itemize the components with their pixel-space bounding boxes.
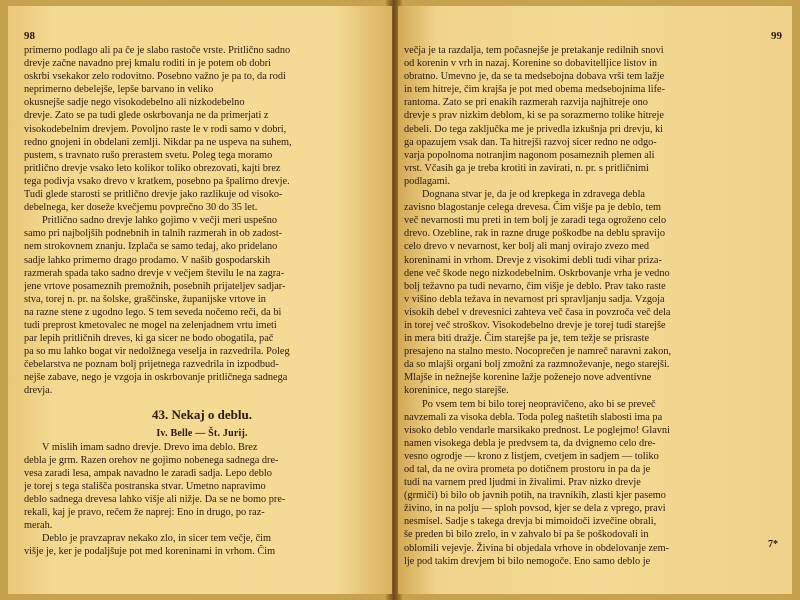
text-line: koreninami in vrhom. Drevje z visokimi debli tudi vihar priza- [404,254,662,266]
text-line: debeli. Do tega zaključka me je privedla izkušnja pri drevju, ki [404,123,664,135]
left-page [8,6,392,594]
text-line: Mlajše in nežnejše koreninе lažje poženejo nove adventivne [404,372,652,384]
text-line: navzemali za visoka debla. Toda poleg naštetih slabosti ima pa [404,411,663,423]
paragraph [404,398,784,568]
paragraph [24,532,380,558]
text-line: koreninice, nego starejše. [404,385,509,397]
text-line: oskrbi vsekakor zelo rodovitno. Posebno važno je pa to, da rodi [24,71,286,83]
paragraph [404,188,784,398]
text-line: pa so mu lahko bogat vir nedolžnega veselja in razvedrila. Poleg [24,346,290,358]
text-line: debla je grm. Razen orehov ne gojimo nobenega sadnega dre- [24,454,279,466]
text-line: Dognana stvar je, da je od krepkega in zdravega debla [422,189,646,201]
text-line: tudi na varnem pred ljudmi in živalimi. Prav nizko drevje [404,477,641,489]
text-line: varja popolnoma notranjim nagonom posameznih plemen ali [404,149,655,161]
paragraph [24,44,380,214]
text-line: lje pod takim drevjem bi bilo nemogoče. Eno samo deblo je [404,555,651,567]
text-line: več nevarnosti mu preti in tem bolj je zaradi tega ogroženo celo [404,215,667,227]
text-line: drevje s prav nizkim deblom, ki se pa sorazmerno tolike hitreje [404,110,664,122]
text-line: visokih debel v drevesnici zahteva več časa in povzroča več dela [404,306,671,318]
text-line: redno gnojeni in obdelani zemlji. Nikdar pa ne uspeva na suhem, [24,136,292,148]
left-page-text [24,44,380,558]
text-line: še preden bi bilo zrelo, in v zahvalo bi pa še poškodovali in [404,529,649,541]
text-line: neprimerno debelejše, lepše barvano in veliko [24,84,214,96]
text-line: rantoma. Zato se pri enakih razmerah razvija najhitreje ono [404,97,648,109]
text-line: tudi preprost kmetovalec ne mogel na zelenjadnem vrtu imeti [24,319,277,331]
text-line: pritlično drevje vsako leto kolikor toliko obrezovati, kajti brez [24,162,281,174]
paragraph [24,441,380,533]
text-line: nem strokovnem znanju. Izplača se samo tedaj, ako pridelano [24,241,278,253]
text-line: bolj težavno pa tudi nevarno, čim višje je deblo. Prav tako raste [404,280,666,292]
text-line: jene vrtove posameznih premožnih, posebnih prijateljev sadjar- [24,280,286,292]
text-line: deblo sadnega drevesa lahko višje ali nižje. Da se ne bomo pre- [24,493,286,505]
text-line: večja je ta razdalja, tem počasnejše je pretakanje redilnih snovi [404,45,664,56]
text-line: primerno podlago ali pa če je slabo rastoče vrste. Pritlično sadno [24,45,291,56]
right-page-text [404,44,784,568]
text-line: in tem hitreje, čim krajša je pot med obema medsebojnima life- [404,84,666,96]
text-line: podlagami. [404,175,451,187]
text-line: na razne stene z ugodno lego. S tem seveda nočemo reči, da bi [24,306,282,318]
text-line: ga opazujem vsak dan. Ta hitrejši razvoj sicer redno ne odgo- [404,136,657,148]
text-line: V mislih imam sadno drevje. Drevo ima deblo. Brez [42,441,258,453]
text-line: presajeno na stalno mesto. Nocoprečen je namreč naravni zakon, [404,346,672,358]
text-line: visoko deblo vendarle marsikako prednost. Le poglejmo! Glavni [404,424,670,436]
text-line: Deblo je pravzaprav nekako zlo, in sicer tem večje, čim [42,533,272,545]
text-line: je torej s tega stališča postranska stvar. Umetno napravimo [24,480,266,492]
page-number-right: 99 [771,30,782,42]
text-line: drevja. [24,385,53,397]
section-byline: Iv. Belle — Št. Jurij. [156,427,248,439]
text-line: stva, torej n. pr. na šolske, graščinske, županijske vrtove in [24,293,266,305]
text-line: drevo. Ozebline, rak in razne druge poškodbe na deblu spravijo [404,228,666,240]
text-line: par lepih pritličnih dreves, ki ga sicer ne bodo obogatila, pač [24,333,274,345]
text-line: rekali, kaj je pravo, rečem že naprej: Eno in drugo, po raz- [24,507,265,518]
text-line: drevje začne navadno prej kmalu roditi in je potem ob dobri [24,58,272,70]
text-line: visokodebelnim drevjem. Povoljno raste le v rodi samo v dobri, [24,123,287,135]
text-line: v višino debla težava in nevarnost pri spravljanju sadja. Vzgoja [404,293,665,305]
text-line: razmerah spada tako sadno drevje v večjem številu le na zagra- [24,267,285,279]
text-line: samo pri najboljših podnebnih in talnih razmerah in ob zadost- [24,228,283,240]
text-line: (grmiči) bi bilo ob javnih potih, na travnikih, zlasti kjer pasemo [404,490,666,502]
text-line: celo drevo v nevarnost, ker bolj ali manj ovirajo zvezo med [404,241,650,253]
text-line: drevje. Zato se pa tudi glede oskrbovanja ne da primerjati z [24,110,269,122]
text-line: merah. [24,520,53,532]
text-line: okusnejše sadje nego visokodebelno ali nizkodebelno [24,97,245,109]
text-line: sadje lahko primerno drago prodamo. V našib gospodarskih [24,254,271,266]
text-line: Tudi glede starosti se pritlično drevje jako razlikuje od visoko- [24,189,283,201]
text-line: tega podivja vsako drevo v kratkem, posebno pa špalirno drevje. [24,175,290,187]
text-line: živino, in na polju — sploh povsod, kjer se dela z vprego, pravi [404,503,666,515]
text-line: nesmisel. Sadje s takega drevja bi mimoidoči izvečine obrali, [404,516,657,528]
text-line: od tal, da ne ovira prometa po dotičnem prostoru in pa da je [404,464,651,475]
section-title: 43. Nekaj o deblu. [151,406,253,422]
text-line: nejše zabave, nego je vzgoja in oskrbovanje pritličnega sadnega [24,372,288,384]
text-line: oblomili vejevje. Živina bi objedala vrhove in obdelovanje zem- [404,542,670,554]
page-number-left: 98 [24,30,35,42]
signature-mark: 7* [768,539,778,550]
text-line: Pritlično sadno drevje lahko gojimo v večji meri uspešno [42,215,278,227]
text-line: zavisno blagostanje celega drevesa. Čim višje pa je deblo, tem [404,202,662,214]
paragraph [24,214,380,397]
text-line: namen visokega debla je predvsem ta, da dvignemo celo dre- [404,437,656,449]
text-line: pustem, s travnato rušo prerastem svetu. Poleg tega moramo [24,149,273,161]
text-line: višje je, ker je podaljšuje pot med koreninami in vrhom. Čim [24,546,276,558]
text-line: in mera biti dražje. Čim starejše pa je, tem težje se prisraste [404,333,650,345]
text-line: dene več škode nego nizkodebelnim. Oskrbovanje vrha je vedno [404,267,670,279]
text-line: debelnega, ker doseže kvečjemu povprečno 30 do 35 let. [24,202,258,214]
right-page [398,6,792,594]
text-line: da so mlajši organi bolj zmožni za razmnoževanje, nego starejši. [404,359,670,371]
text-line: vesa zaradi lesa, ampak navadno le zaradi sadja. Lepo deblo [24,467,272,479]
text-line: od korenin v vrh in nazaj. Korenine so dobavitelljice listov in [404,58,658,70]
text-line: čebelarstva ne poznam bolj prijetnega razvedrila in izpodbud- [24,359,279,371]
text-line: vrst. Včasih ga je treba krotiti in zavirati, n. pr. s pritličnimi [404,162,649,174]
text-line: vesno ogrodje — krono z listjem, cvetjem in sadjem — toliko [404,450,659,462]
paragraph [404,44,784,188]
text-line: in torej več stroškov. Visokodebelno drevje je torej tudi starejše [404,319,666,331]
text-line: obratno. Umevno je, da se ta medsebojna dobava vrši tem lažje [404,71,665,83]
text-line: Po vsem tem bi bilo torej neopravičeno, ako bi se preveč [422,398,656,410]
